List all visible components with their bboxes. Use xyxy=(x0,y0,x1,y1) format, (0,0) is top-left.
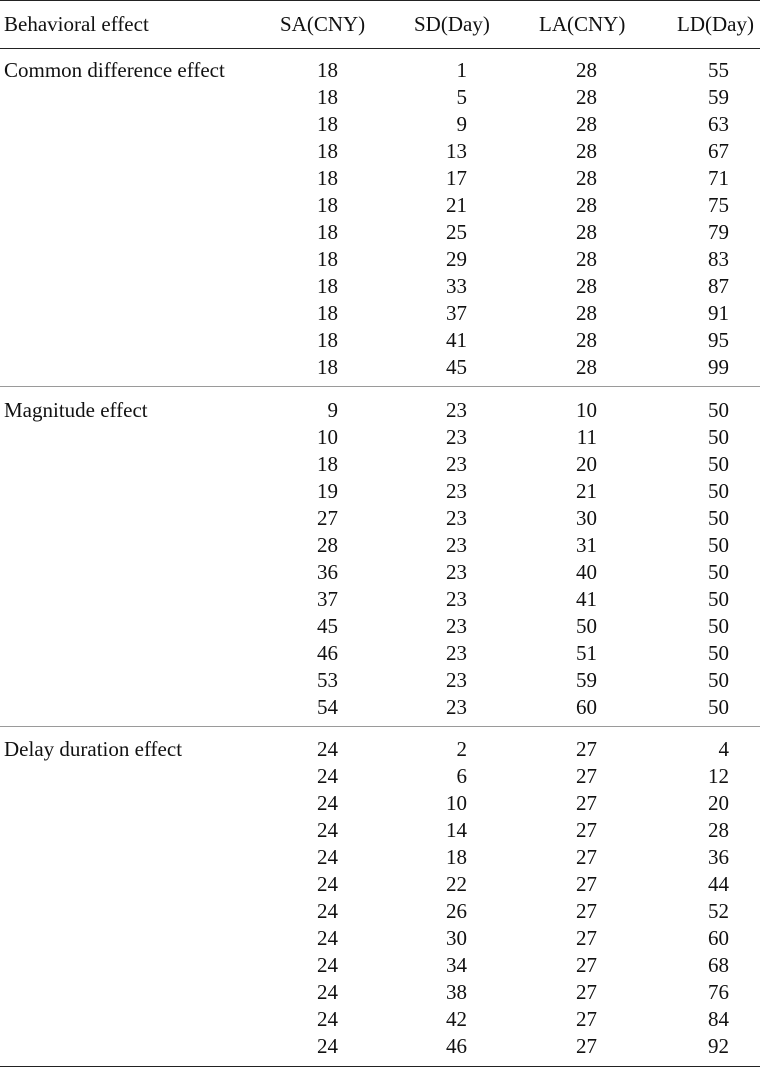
cell-sd: 41 xyxy=(446,328,467,352)
cell-ld: 75 xyxy=(708,193,729,217)
cell-sd: 23 xyxy=(446,695,467,719)
cell-sa: 54 xyxy=(317,695,338,719)
cell-sa: 24 xyxy=(317,1034,338,1058)
cell-ld: 50 xyxy=(708,641,729,665)
cell-ld: 55 xyxy=(708,58,729,82)
cell-la: 28 xyxy=(576,220,597,244)
cell-sd: 18 xyxy=(446,845,467,869)
cell-ld: 76 xyxy=(708,980,729,1004)
cell-sa: 24 xyxy=(317,845,338,869)
table-row xyxy=(0,667,760,694)
cell-la: 20 xyxy=(576,452,597,476)
table-row xyxy=(0,505,760,532)
cell-la: 28 xyxy=(576,85,597,109)
cell-sa: 18 xyxy=(317,452,338,476)
table-row xyxy=(0,898,760,925)
cell-la: 60 xyxy=(576,695,597,719)
cell-ld: 50 xyxy=(708,668,729,692)
table-row xyxy=(0,138,760,165)
cell-la: 27 xyxy=(576,791,597,815)
cell-la: 30 xyxy=(576,506,597,530)
cell-la: 27 xyxy=(576,926,597,950)
header-row xyxy=(0,11,760,38)
cell-la: 10 xyxy=(576,398,597,422)
table-row xyxy=(0,952,760,979)
cell-ld: 50 xyxy=(708,533,729,557)
cell-la: 28 xyxy=(576,247,597,271)
cell-ld: 59 xyxy=(708,85,729,109)
cell-sd: 23 xyxy=(446,641,467,665)
table-row xyxy=(0,246,760,273)
cell-sa: 46 xyxy=(317,641,338,665)
cell-ld: 50 xyxy=(708,479,729,503)
group-separator xyxy=(0,726,760,727)
table-row xyxy=(0,300,760,327)
cell-sa: 18 xyxy=(317,220,338,244)
cell-sa: 24 xyxy=(317,764,338,788)
table-row xyxy=(0,559,760,586)
cell-ld: 99 xyxy=(708,355,729,379)
cell-sa: 45 xyxy=(317,614,338,638)
cell-sa: 18 xyxy=(317,58,338,82)
table-row xyxy=(0,979,760,1006)
cell-ld: 67 xyxy=(708,139,729,163)
cell-la: 28 xyxy=(576,58,597,82)
cell-sa: 18 xyxy=(317,301,338,325)
cell-ld: 95 xyxy=(708,328,729,352)
cell-sa: 18 xyxy=(317,328,338,352)
cell-sa: 9 xyxy=(327,398,338,422)
cell-sa: 24 xyxy=(317,953,338,977)
cell-la: 27 xyxy=(576,1007,597,1031)
cell-sa: 18 xyxy=(317,247,338,271)
cell-ld: 68 xyxy=(708,953,729,977)
cell-sd: 1 xyxy=(456,58,467,82)
cell-ld: 44 xyxy=(708,872,729,896)
cell-sd: 21 xyxy=(446,193,467,217)
cell-ld: 50 xyxy=(708,560,729,584)
cell-sd: 23 xyxy=(446,425,467,449)
header-sd: SD(Day) xyxy=(414,12,490,36)
cell-la: 27 xyxy=(576,872,597,896)
group-label: Magnitude effect xyxy=(4,398,148,422)
table-row xyxy=(0,397,760,424)
cell-la: 31 xyxy=(576,533,597,557)
cell-ld: 20 xyxy=(708,791,729,815)
cell-sa: 37 xyxy=(317,587,338,611)
table-row xyxy=(0,84,760,111)
cell-sd: 37 xyxy=(446,301,467,325)
cell-la: 21 xyxy=(576,479,597,503)
cell-sd: 26 xyxy=(446,899,467,923)
cell-sa: 24 xyxy=(317,1007,338,1031)
table-row xyxy=(0,871,760,898)
cell-la: 41 xyxy=(576,587,597,611)
cell-ld: 50 xyxy=(708,425,729,449)
cell-ld: 87 xyxy=(708,274,729,298)
cell-la: 27 xyxy=(576,764,597,788)
cell-sa: 24 xyxy=(317,791,338,815)
cell-ld: 50 xyxy=(708,614,729,638)
cell-sd: 38 xyxy=(446,980,467,1004)
group-separator xyxy=(0,386,760,387)
cell-sd: 33 xyxy=(446,274,467,298)
table-row xyxy=(0,532,760,559)
table-row xyxy=(0,613,760,640)
cell-sa: 24 xyxy=(317,872,338,896)
group-label: Delay duration effect xyxy=(4,737,183,761)
cell-sd: 23 xyxy=(446,587,467,611)
cell-la: 28 xyxy=(576,355,597,379)
cell-ld: 60 xyxy=(708,926,729,950)
cell-sd: 17 xyxy=(446,166,467,190)
cell-sa: 18 xyxy=(317,85,338,109)
cell-ld: 50 xyxy=(708,695,729,719)
cell-sa: 36 xyxy=(317,560,338,584)
table-row xyxy=(0,57,760,84)
cell-ld: 50 xyxy=(708,506,729,530)
cell-la: 28 xyxy=(576,193,597,217)
cell-sd: 23 xyxy=(446,533,467,557)
cell-la: 40 xyxy=(576,560,597,584)
cell-la: 27 xyxy=(576,1034,597,1058)
header-ld: LD(Day) xyxy=(677,12,754,36)
cell-sa: 18 xyxy=(317,193,338,217)
table-row xyxy=(0,586,760,613)
cell-sd: 14 xyxy=(446,818,467,842)
cell-sa: 10 xyxy=(317,425,338,449)
header-sa: SA(CNY) xyxy=(280,12,366,36)
cell-ld: 50 xyxy=(708,587,729,611)
cell-la: 28 xyxy=(576,112,597,136)
cell-sa: 18 xyxy=(317,166,338,190)
cell-sd: 23 xyxy=(446,452,467,476)
cell-sd: 23 xyxy=(446,398,467,422)
cell-sa: 18 xyxy=(317,139,338,163)
table-row xyxy=(0,790,760,817)
cell-sd: 9 xyxy=(456,112,467,136)
table-row xyxy=(0,424,760,451)
cell-sd: 23 xyxy=(446,668,467,692)
cell-sd: 13 xyxy=(446,139,467,163)
cell-la: 27 xyxy=(576,980,597,1004)
cell-ld: 50 xyxy=(708,452,729,476)
cell-sa: 24 xyxy=(317,737,338,761)
header-behavioral-effect: Behavioral effect xyxy=(4,12,149,36)
cell-la: 27 xyxy=(576,845,597,869)
cell-sd: 22 xyxy=(446,872,467,896)
bottom-rule xyxy=(0,1066,760,1067)
cell-la: 28 xyxy=(576,139,597,163)
table-row xyxy=(0,165,760,192)
cell-ld: 63 xyxy=(708,112,729,136)
cell-ld: 36 xyxy=(708,845,729,869)
table-row xyxy=(0,354,760,381)
top-rule xyxy=(0,0,760,1)
table-row xyxy=(0,763,760,790)
cell-sd: 25 xyxy=(446,220,467,244)
cell-la: 27 xyxy=(576,818,597,842)
cell-sd: 10 xyxy=(446,791,467,815)
table-row xyxy=(0,273,760,300)
cell-la: 28 xyxy=(576,328,597,352)
table-row xyxy=(0,1033,760,1060)
cell-ld: 50 xyxy=(708,398,729,422)
cell-ld: 71 xyxy=(708,166,729,190)
table-row xyxy=(0,478,760,505)
cell-sa: 18 xyxy=(317,355,338,379)
table-row xyxy=(0,925,760,952)
cell-la: 51 xyxy=(576,641,597,665)
cell-sd: 30 xyxy=(446,926,467,950)
cell-sa: 18 xyxy=(317,112,338,136)
cell-sd: 5 xyxy=(456,85,467,109)
table-row xyxy=(0,451,760,478)
cell-sa: 24 xyxy=(317,818,338,842)
table-row xyxy=(0,327,760,354)
cell-sa: 24 xyxy=(317,980,338,1004)
cell-sa: 18 xyxy=(317,274,338,298)
table-row xyxy=(0,694,760,721)
table-row xyxy=(0,192,760,219)
table-row xyxy=(0,640,760,667)
cell-sd: 23 xyxy=(446,479,467,503)
cell-sd: 46 xyxy=(446,1034,467,1058)
cell-ld: 83 xyxy=(708,247,729,271)
cell-la: 59 xyxy=(576,668,597,692)
cell-la: 28 xyxy=(576,301,597,325)
header-la: LA(CNY) xyxy=(539,12,626,36)
cell-ld: 92 xyxy=(708,1034,729,1058)
cell-sa: 24 xyxy=(317,926,338,950)
table-row xyxy=(0,111,760,138)
cell-ld: 84 xyxy=(708,1007,729,1031)
table-row xyxy=(0,817,760,844)
cell-sd: 34 xyxy=(446,953,467,977)
cell-ld: 12 xyxy=(708,764,729,788)
cell-la: 27 xyxy=(576,953,597,977)
cell-sd: 2 xyxy=(456,737,467,761)
cell-ld: 4 xyxy=(718,737,729,761)
cell-sa: 24 xyxy=(317,899,338,923)
table-row xyxy=(0,1006,760,1033)
header-rule xyxy=(0,48,760,49)
cell-la: 50 xyxy=(576,614,597,638)
table-row xyxy=(0,219,760,246)
cell-sd: 29 xyxy=(446,247,467,271)
cell-sd: 23 xyxy=(446,614,467,638)
cell-la: 27 xyxy=(576,899,597,923)
cell-la: 28 xyxy=(576,166,597,190)
cell-ld: 79 xyxy=(708,220,729,244)
cell-ld: 52 xyxy=(708,899,729,923)
cell-sd: 45 xyxy=(446,355,467,379)
cell-sa: 53 xyxy=(317,668,338,692)
table-row xyxy=(0,844,760,871)
cell-la: 11 xyxy=(576,425,597,449)
cell-sd: 23 xyxy=(446,560,467,584)
cell-sd: 23 xyxy=(446,506,467,530)
cell-sa: 19 xyxy=(317,479,338,503)
cell-la: 28 xyxy=(576,274,597,298)
group-label: Common difference effect xyxy=(4,58,225,82)
cell-ld: 28 xyxy=(708,818,729,842)
cell-la: 27 xyxy=(576,737,597,761)
cell-sa: 27 xyxy=(317,506,338,530)
cell-ld: 91 xyxy=(708,301,729,325)
table-row xyxy=(0,736,760,763)
cell-sa: 28 xyxy=(317,533,338,557)
cell-sd: 6 xyxy=(456,764,467,788)
cell-sd: 42 xyxy=(446,1007,467,1031)
